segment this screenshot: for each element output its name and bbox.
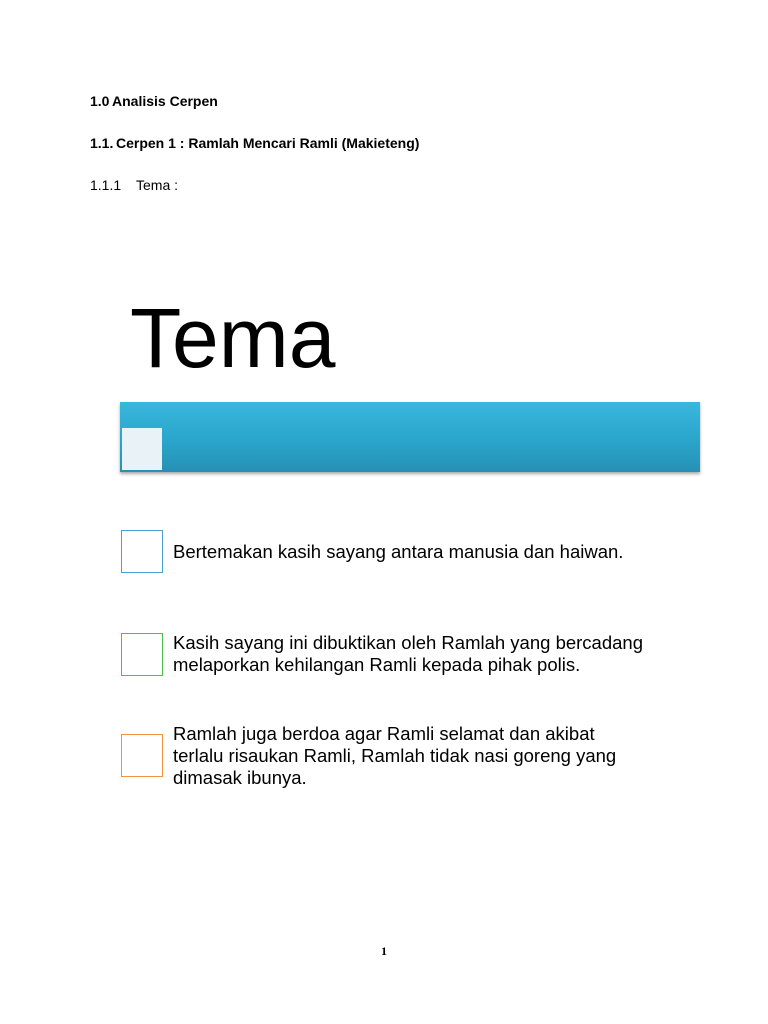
diagram-item-3-line: dimasak ibunya. [173,767,307,788]
item-marker-box-2 [121,633,163,676]
diagram-banner [120,402,700,472]
diagram-item-2: Kasih sayang ini dibuktikan oleh Ramlah yang bercadang melaporkan kehilangan Ramli kepada pihak polis. [173,632,643,675]
subsection-number: 1.1. [90,135,114,151]
section-heading-2 [90,135,419,151]
section-title: Analisis Cerpen [112,93,218,109]
subsection-title: Cerpen 1 : Ramlah Mencari Ramli (Makieteng) [116,135,420,151]
section-heading-1 [90,93,218,109]
subsubsection-number: 1.1.1 [90,177,122,193]
item-marker-box-1 [121,530,163,573]
banner-square [122,428,162,470]
subsubsection-title: Tema : [136,177,179,193]
diagram-item-3-line: terlalu risaukan Ramli, Ramlah tidak nasi goreng yang [173,745,617,766]
section-heading-3 [90,177,178,193]
diagram-item-1: Bertemakan kasih sayang antara manusia dan haiwan. [173,541,624,562]
diagram-title: Tema [130,291,336,385]
diagram-item-3 [173,723,733,789]
page-number: 1 [381,944,387,958]
item-marker-box-3 [121,734,163,777]
diagram-item-3-line: Ramlah juga berdoa agar Ramli selamat dan akibat [173,723,595,744]
section-number: 1.0 [90,93,110,109]
